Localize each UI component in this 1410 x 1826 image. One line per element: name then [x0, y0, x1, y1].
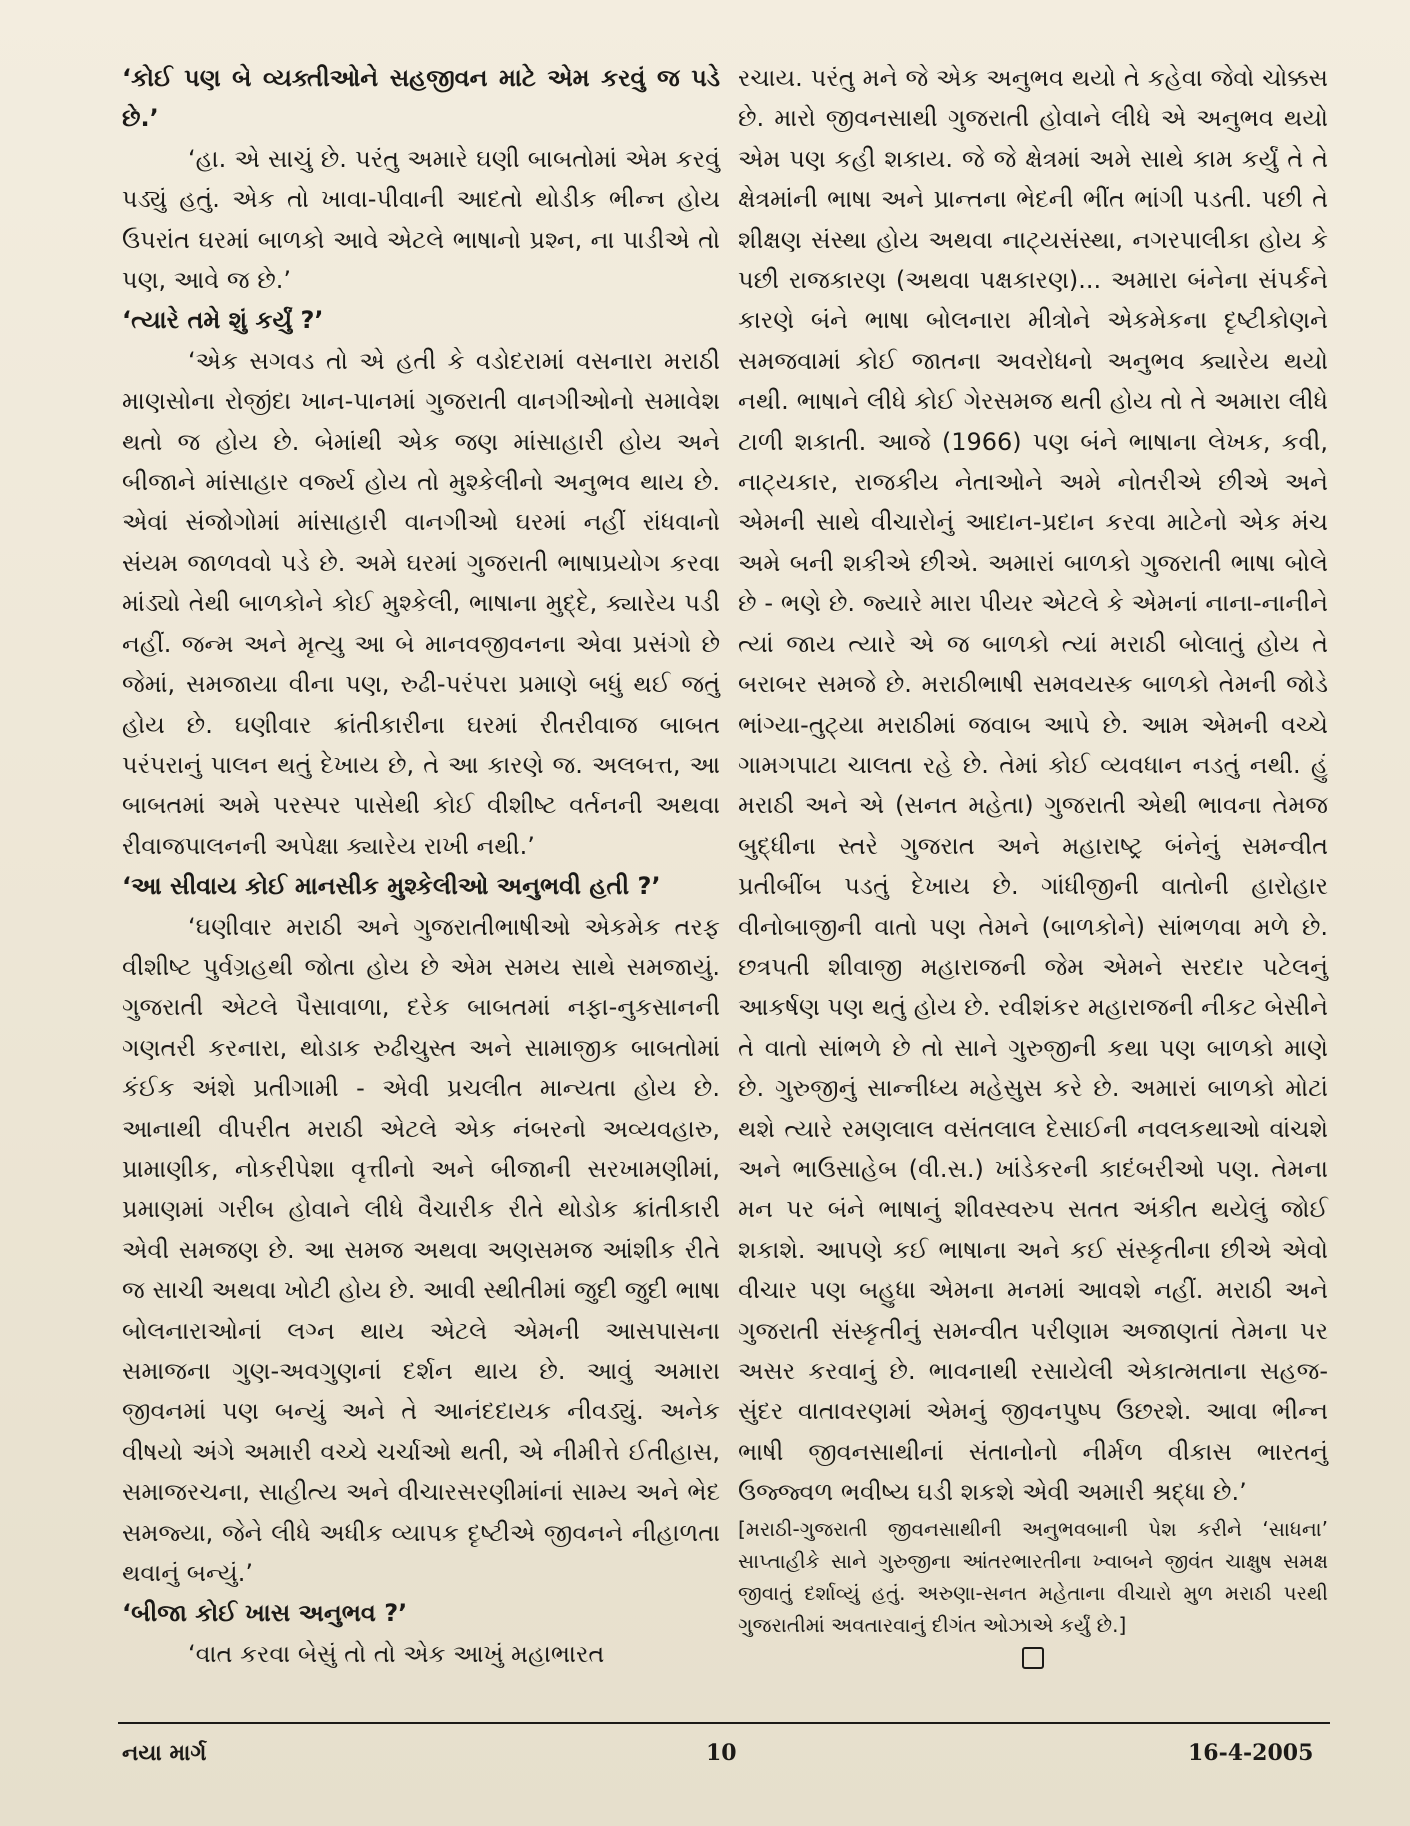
issue-date: 16-4-2005	[1188, 1740, 1314, 1766]
interview-question: ‘કોઈ પણ બે વ્યક્તીઓને સહજીવન માટે એમ કરવું જ પડે છે.’	[122, 64, 720, 133]
page-number: 10	[706, 1740, 737, 1766]
footer-divider	[118, 1722, 1330, 1724]
interview-answer: ‘એક સગવડ તો એ હતી કે વડોદરામાં વસનારા મરાઠી માણસોના રોજીંદા ખાન-પાનમાં ગુજરાતી વાનગીઓનો સમાવેશ થતો જ હોય છે. બેમાંથી એક જણ માંસાહારી હોય અને બીજાને માંસાહાર વર્જ્ય હોય તો મુશ્કેલીનો અનુભવ થાય છે. એવાં સંજોગોમાં માંસાહારી વાનગીઓ ઘરમાં નહીં રાંધવાનો સંયમ જાળવવો પડે છે. અમે ઘરમાં ગુજરાતી ભાષાપ્રયોગ કરવા માંડ્યો તેથી બાળકોને કોઈ મુશ્કેલી, ભાષાના મુદ્દે, ક્યારેય પડી નહીં. જન્મ અને મૃત્યુ આ બે માનવજીવનના એવા પ્રસંગો છે જેમાં, સમજાયા વીના પણ, રુઢી-પરંપરા પ્રમાણે બધું થઈ જતું હોય છે. ઘણીવાર ક્રાંતીકારીના ઘરમાં રીતરીવાજ બાબત પરંપરાનું પાલન થતું દેખાય છે, તે આ કારણે જ. અલબત્ત, આ બાબતમાં અમે પરસ્પર પાસેથી કોઈ વીશીષ્ટ વર્તનની અથવા રીવાજપાલનની અપેક્ષા ક્યારેય રાખી નથી.’	[122, 346, 720, 860]
interview-answer: ‘વાત કરવા બેસું તો તો એક આખું મહાભારત	[188, 1639, 605, 1668]
answer-continuation: રચાય. પરંતુ મને જે એક અનુભવ થયો તે કહેવા જેવો ચોક્કસ છે. મારો જીવનસાથી ગુજરાતી હોવાને લીધે એ અનુભવ થયો એમ પણ કહી શકાય. જે જે ક્ષેત્રમાં અમે સાથે કામ કર્યું તે તે ક્ષેત્રમાંની ભાષા અને પ્રાન્તના ભેદની ભીંત ભાંગી પડતી. પછી તે શીક્ષણ સંસ્થા હોય અથવા નાટ્યસંસ્થા, નગરપાલીકા હોય કે પછી રાજકારણ (અથવા પક્ષકારણ)... અમારા બંનેના સંપર્કને કારણે બંને ભાષા બોલનારા મીત્રોને એકમેકના દૃષ્ટીકોણને સમજવામાં કોઈ જાતના અવરોધનો અનુભવ ક્યારેય થયો નથી. ભાષાને લીધે કોઈ ગેરસમજ થતી હોય તો તે અમારા લીધે ટાળી શકાતી. આજે (1966) પણ બંને ભાષાના લેખક, કવી, નાટ્યકાર, રાજકીય નેતાઓને અમે નોતરીએ છીએ અને એમની સાથે વીચારોનું આદાન-પ્રદાન કરવા માટેનો એક મંચ અમે બની શકીએ છીએ. અમારાં બાળકો ગુજરાતી ભાષા બોલે છે - ભણે છે. જ્યારે મારા પીયર એટલે કે એમનાં નાના-નાનીને ત્યાં જાય ત્યારે એ જ બાળકો ત્યાં મરાઠી બોલાતું હોય તે બરાબર સમજે છે. મરાઠીભાષી સમવયસ્ક બાળકો તેમની જોડે ભાંગ્યા-તુટ્યા મરાઠીમાં જવાબ આપે છે. આમ એમની વચ્ચે ગામગપાટા ચાલતા રહે છે. તેમાં કોઈ વ્યવધાન નડતું નથી. હું મરાઠી અને એ (સનત મહેતા) ગુજરાતી એથી ભાવના તેમજ બુદ્ધીના સ્તરે ગુજરાત અને મહારાષ્ટ્ર બંનેનું સમન્વીત પ્રતીબીંબ પડતું દેખાય છે. ગાંધીજીની વાતોની હારોહાર વીનોબાજીની વાતો પણ તેમને (બાળકોને) સાંભળવા મળે છે. છત્રપતી શીવાજી મહારાજની જેમ એમને સરદાર પટેલનું આકર્ષણ પણ થતું હોય છે. રવીશંકર મહારાજની નીકટ બેસીને તે વાતો સાંભળે છે તો સાને ગુરુજીની કથા પણ બાળકો માણે છે. ગુરુજીનું સાન્નીધ્ય મહેસુસ કરે છે. અમારાં બાળકો મોટાં થશે ત્યારે રમણલાલ વસંતલાલ દેસાઈની નવલકથાઓ વાંચશે અને ભાઉસાહેબ (વી.સ.) ખાંડેકરની કાદંબરીઓ પણ. તેમના મન પર બંને ભાષાનું શીવસ્વરુપ સતત અંકીત થયેલું જોઈ શકાશે. આપણે કઈ ભાષાના અને કઈ સંસ્કૃતીના છીએ એવો વીચાર પણ બહુધા એમના મનમાં આવશે નહીં. મરાઠી અને ગુજરાતી સંસ્કૃતીનું સમન્વીત પરીણામ અજાણતાં તેમના પર અસર કરવાનું છે. ભાવનાથી રસાયેલી એકાત્મતાના સહજ-સુંદર વાતાવરણમાં એમનું જીવનપુષ્પ ઉછરશે. આવા ભીન્ન ભાષી જીવનસાથીનાં સંતાનોનો નીર્મળ વીકાસ ભારતનું ઉજ્જ્વળ ભવીષ્ય ઘડી શકશે એવી અમારી શ્રદ્ધા છે.’	[738, 64, 1328, 1507]
interview-question: ‘ત્યારે તમે શું કર્યું ?’	[122, 306, 324, 335]
publication-name: નયા માર્ગ	[122, 1740, 207, 1766]
interview-answer: ‘હા. એ સાચું છે. પરંતુ અમારે ઘણી બાબતોમાં એમ કરવું પડ્યું હતું. એક તો ખાવા-પીવાની આદતો થોડીક ભીન્ન હોય ઉપરાંત ઘરમાં બાળકો આવે એટલે ભાષાનો પ્રશ્ન, ના પાડીએ તો પણ, આવે જ છે.’	[122, 144, 720, 295]
right-column	[738, 58, 1328, 1669]
left-column	[122, 58, 720, 1674]
interview-question: ‘બીજા કોઈ ખાસ અનુભવ ?’	[122, 1599, 408, 1628]
editor-note: [મરાઠી-ગુજરાતી જીવનસાથીની અનુભવબાની પેશ કરીને ‘સાધના’ સાપ્તાહીકે સાને ગુરુજીના આંતરભારતીના ખ્વાબને જીવંત ચાક્ષુષ સમક્ષ જીવાતું દર્શાવ્યું હતું. અરુણા-સનત મહેતાના વીચારો મુળ મરાઠી પરથી ગુજરાતીમાં અવતારવાનું દીગંત ઓઝાએ કર્યું છે.]	[738, 1516, 1328, 1637]
interview-answer: ‘ઘણીવાર મરાઠી અને ગુજરાતીભાષીઓ એકમેક તરફ વીશીષ્ટ પુર્વગ્રહથી જોતા હોય છે એમ સમય સાથે સમજાયું. ગુજરાતી એટલે પૈસાવાળા, દરેક બાબતમાં નફા-નુકસાનની ગણતરી કરનારા, થોડાક રુઢીચુસ્ત અને સામાજીક બાબતોમાં કંઈક અંશે પ્રતીગામી - એવી પ્રચલીત માન્યતા હોય છે. આનાથી વીપરીત મરાઠી એટલે એક નંબરનો અવ્યવહારુ, પ્રામાણીક, નોકરીપેશા વૃત્તીનો અને બીજાની સરખામણીમાં, પ્રમાણમાં ગરીબ હોવાને લીધે વૈચારીક રીતે થોડોક ક્રાંતીકારી એવી સમજણ છે. આ સમજ અથવા અણસમજ આંશીક રીતે જ સાચી અથવા ખોટી હોય છે. આવી સ્થીતીમાં જુદી જુદી ભાષા બોલનારાઓનાં લગ્ન થાય એટલે એમની આસપાસના સમાજના ગુણ-અવગુણનાં દર્શન થાય છે. આવું અમારા જીવનમાં પણ બન્યું અને તે આનંદદાયક નીવડ્યું. અનેક વીષયો અંગે અમારી વચ્ચે ચર્ચાઓ થતી, એ નીમીત્તે ઈતીહાસ, સમાજરચના, સાહીત્ય અને વીચારસરણીમાંનાં સામ્ય અને ભેદ સમજ્યા, જેને લીધે અધીક વ્યાપક દૃષ્ટીએ જીવનને નીહાળતા થવાનું બન્યું.’	[122, 912, 720, 1588]
interview-question: ‘આ સીવાય કોઈ માનસીક મુશ્કેલીઓ અનુભવી હતી ?’	[122, 872, 661, 901]
end-square-icon	[1022, 1647, 1044, 1669]
